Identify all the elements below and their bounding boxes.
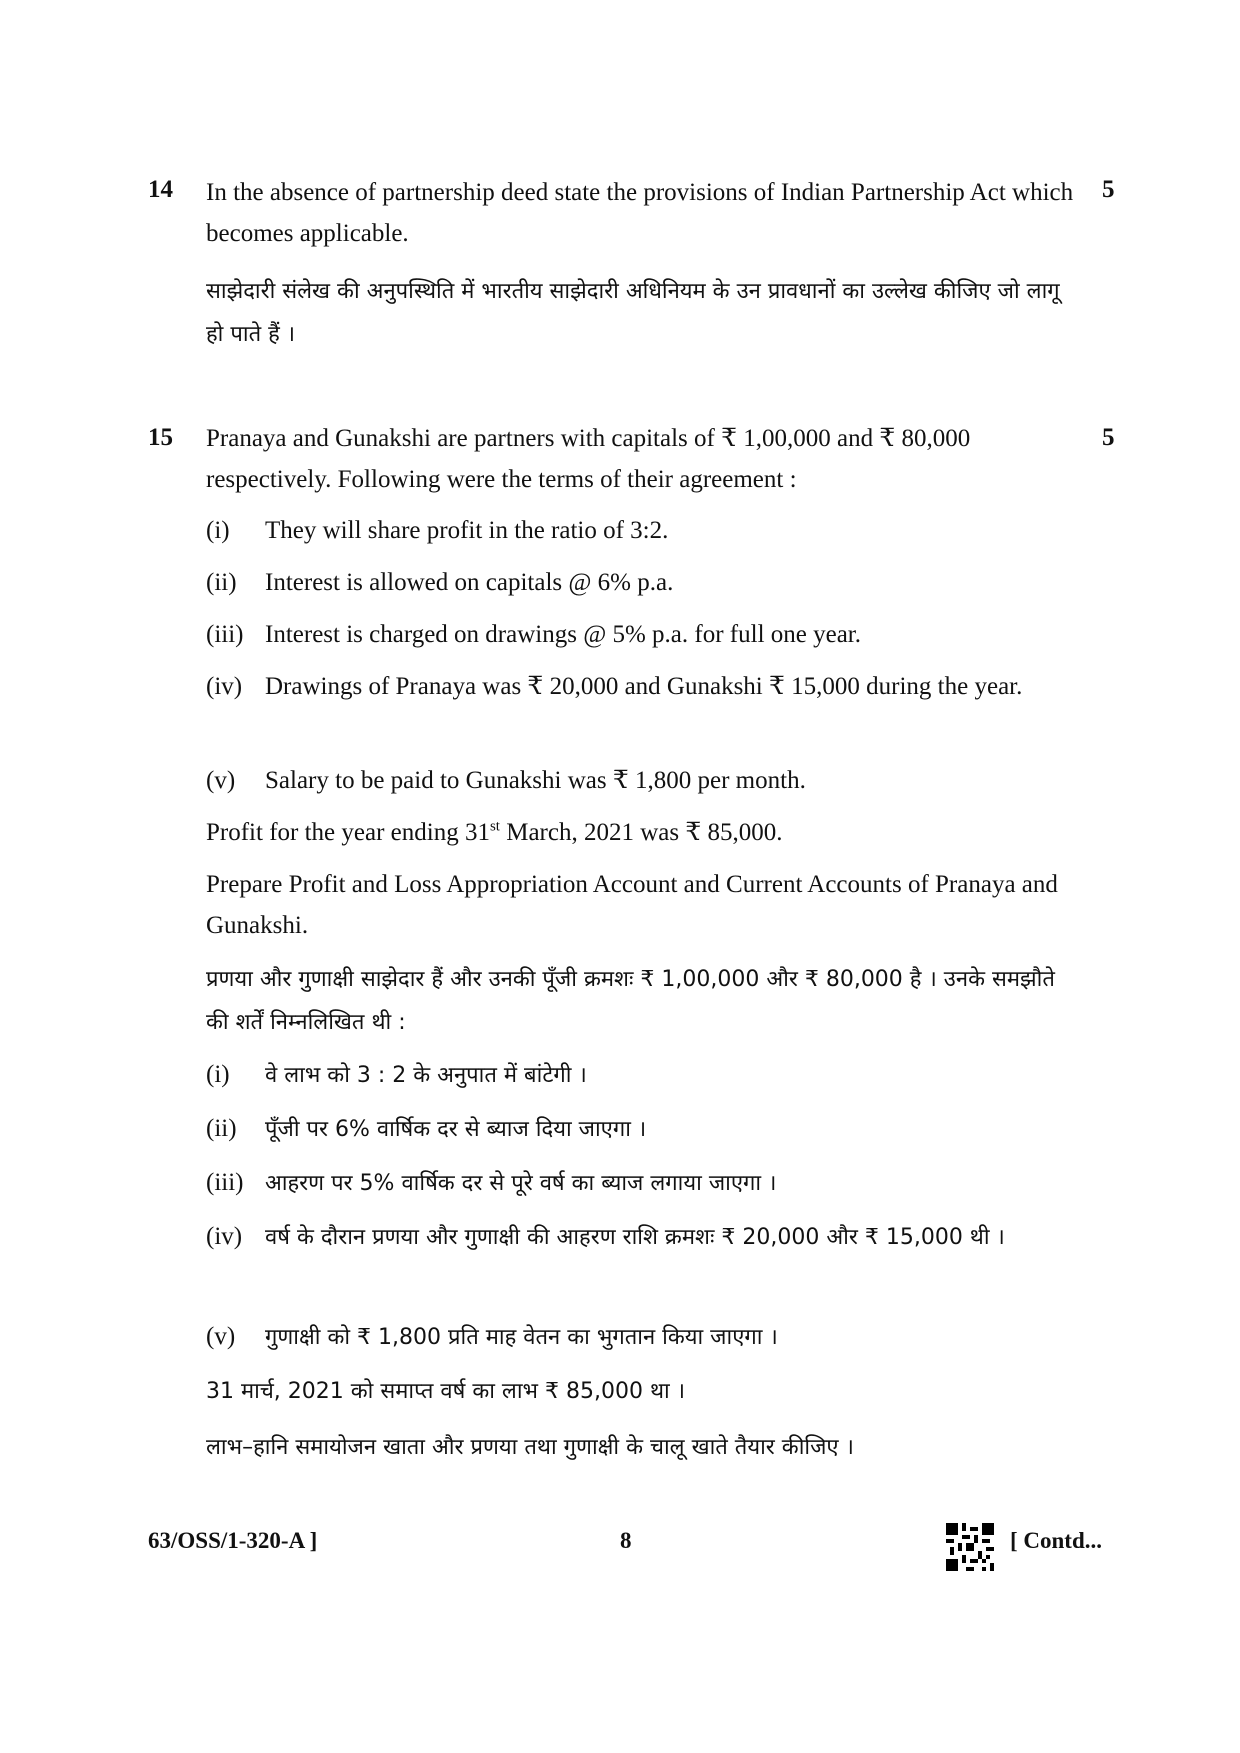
term-label: (ii) xyxy=(206,569,237,596)
term-text: Salary to be paid to Gunakshi was ₹ 1,800 per month. xyxy=(265,767,806,794)
hindi-task: लाभ–हानि समायोजन खाता और प्रणया तथा गुणाक्षी के चालू खाते तैयार कीजिए । xyxy=(206,1435,854,1460)
term-text: Drawings of Pranaya was ₹ 20,000 and Gunakshi ₹ 15,000 during the year. xyxy=(265,673,1023,700)
term-label: (v) xyxy=(206,1323,236,1350)
term-text: They will share profit in the ratio of 3:2. xyxy=(265,517,669,544)
question-15-hindi-intro: प्रणया और गुणाक्षी साझेदार हैं और उनकी पूँजी क्रमशः ₹ 1,00,000 और ₹ 80,000 है । उनके समझौते की शर्तें निम्नलिखित थी : xyxy=(206,967,1055,1035)
profit-statement xyxy=(206,812,1076,853)
term-label: (i) xyxy=(206,1061,230,1088)
question-15-marks: 5 xyxy=(1102,424,1115,451)
profit-superscript: st xyxy=(489,818,500,835)
question-14-hindi: साझेदारी संलेख की अनुपस्थिति में भारतीय साझेदारी अधिनियम के उन प्रावधानों का उल्लेख कीजिए जो लागू हो पाते हैं । xyxy=(206,279,1060,347)
paper-code: 63/OSS/1-320-A ] xyxy=(148,1528,318,1553)
question-15-number: 15 xyxy=(148,424,173,451)
page-number: 8 xyxy=(620,1528,632,1553)
profit-text-end: March, 2021 was ₹ 85,000. xyxy=(499,819,783,846)
question-15-english-intro: Pranaya and Gunakshi are partners with capitals of ₹ 1,00,000 and ₹ 80,000 respectively. Following were the terms of their agreement : xyxy=(206,425,971,493)
term-label: (iv) xyxy=(206,673,243,700)
term-text: Interest is charged on drawings @ 5% p.a. for full one year. xyxy=(265,621,861,648)
term-label: (v) xyxy=(206,767,236,794)
term-text: वे लाभ को 3 : 2 के अनुपात में बांटेगी । xyxy=(265,1063,587,1088)
term-text: आहरण पर 5% वार्षिक दर से पूरे वर्ष का ब्याज लगाया जाएगा । xyxy=(265,1171,777,1196)
question-14-marks: 5 xyxy=(1102,176,1115,203)
term-label: (ii) xyxy=(206,1115,237,1142)
english-task: Prepare Profit and Loss Appropriation Account and Current Accounts of Pranaya and Gunakshi. xyxy=(206,871,1058,939)
term-text: गुणाक्षी को ₹ 1,800 प्रति माह वेतन का भुगतान किया जाएगा । xyxy=(265,1325,778,1350)
qr-code-icon xyxy=(946,1523,994,1571)
hindi-profit-statement: 31 मार्च, 2021 को समाप्त वर्ष का लाभ ₹ 85,000 था । xyxy=(206,1379,686,1404)
question-14-number: 14 xyxy=(148,176,173,203)
question-14-english: In the absence of partnership deed state the provisions of Indian Partnership Act which becomes applicable. xyxy=(206,179,1074,247)
profit-text-start: Profit for the year ending 31 xyxy=(206,819,490,846)
term-label: (iii) xyxy=(206,621,244,648)
term-label: (iv) xyxy=(206,1223,243,1250)
continued-label: [ Contd... xyxy=(1010,1528,1103,1553)
term-label: (i) xyxy=(206,517,230,544)
term-text: वर्ष के दौरान प्रणया और गुणाक्षी की आहरण राशि क्रमशः ₹ 20,000 और ₹ 15,000 थी । xyxy=(265,1225,1005,1250)
term-label: (iii) xyxy=(206,1169,244,1196)
term-text: Interest is allowed on capitals @ 6% p.a. xyxy=(265,569,674,596)
term-text: पूँजी पर 6% वार्षिक दर से ब्याज दिया जाएगा । xyxy=(265,1117,647,1142)
